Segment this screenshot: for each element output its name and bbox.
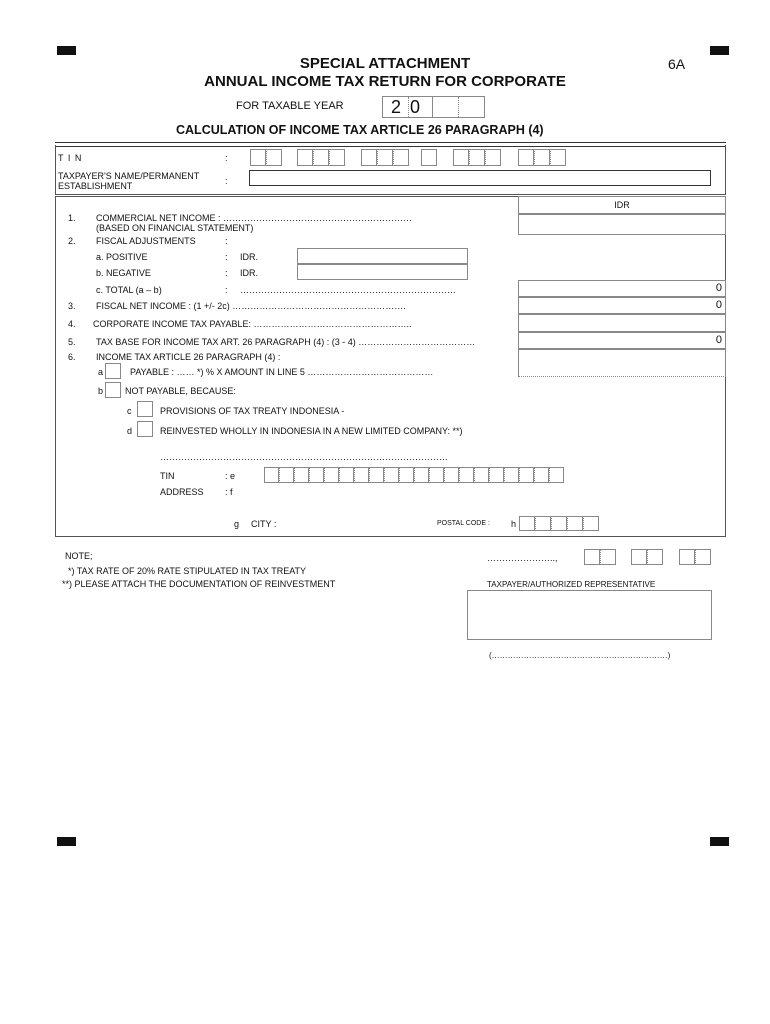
- postal-code-digit-cell[interactable]: [551, 516, 567, 531]
- date-digit-cell[interactable]: [679, 549, 695, 565]
- company-address-label: ADDRESS: [160, 487, 204, 497]
- option-b-letter: b: [98, 386, 104, 396]
- taxpayer-name-field[interactable]: [249, 170, 711, 186]
- line2c-colon: :: [225, 285, 228, 295]
- tin-digit-cell[interactable]: [550, 149, 566, 166]
- line1-amount-field[interactable]: [518, 214, 726, 235]
- postal-code-digit-cell[interactable]: [519, 516, 535, 531]
- date-digit-cell[interactable]: [631, 549, 647, 565]
- company-tin-digit-cell[interactable]: [549, 467, 564, 483]
- tin-label: T I N: [58, 153, 83, 163]
- line4-label: CORPORATE INCOME TAX PAYABLE: ……………………………………………..: [93, 319, 412, 329]
- city-label: CITY :: [251, 519, 277, 529]
- line2c-label: c. TOTAL (a – b): [96, 285, 162, 295]
- option-a-letter: a: [98, 367, 104, 377]
- positive-adjustment-field[interactable]: [297, 248, 468, 264]
- taxable-year-label: FOR TAXABLE YEAR: [236, 100, 344, 112]
- option-d-label: REINVESTED WHOLLY IN INDONESIA IN A NEW LIMITED COMPANY: **): [160, 426, 463, 436]
- signer-name-field[interactable]: (…………………………………………………………): [489, 651, 671, 660]
- form-title-line1: SPECIAL ATTACHMENT: [299, 55, 471, 72]
- option-c-checkbox[interactable]: [137, 401, 153, 417]
- postal-code-digit-cell[interactable]: [567, 516, 583, 531]
- line3-value: 0: [715, 299, 722, 311]
- line6-number: 6.: [68, 352, 76, 362]
- tin-digit-cell[interactable]: [297, 149, 313, 166]
- idr-column-header: IDR: [518, 196, 726, 214]
- postal-code-letter: h: [511, 519, 517, 529]
- line3-number: 3.: [68, 301, 76, 311]
- company-tin-digit-cell[interactable]: [294, 467, 309, 483]
- company-tin-digit-cell[interactable]: [264, 467, 279, 483]
- company-tin-label: TIN: [160, 471, 175, 481]
- company-tin-digit-cell[interactable]: [279, 467, 294, 483]
- company-tin-digit-cell[interactable]: [459, 467, 474, 483]
- company-tin-letter: : e: [225, 471, 236, 481]
- tin-digit-cell[interactable]: [361, 149, 377, 166]
- tin-digit-cell[interactable]: [453, 149, 469, 166]
- line2b-currency: IDR.: [240, 268, 258, 278]
- registration-mark-top-left: [57, 46, 76, 55]
- option-c-label: PROVISIONS OF TAX TREATY INDONESIA -: [160, 406, 345, 416]
- company-tin-digit-cell[interactable]: [474, 467, 489, 483]
- date-digit-cell[interactable]: [584, 549, 600, 565]
- negative-adjustment-field[interactable]: [297, 264, 468, 280]
- registration-mark-top-right: [710, 46, 729, 55]
- line2b-label: b. NEGATIVE: [96, 268, 151, 278]
- signature-box[interactable]: [467, 590, 712, 640]
- line5-amount-field[interactable]: [518, 332, 726, 349]
- option-a-label: PAYABLE : …… *) % X AMOUNT IN LINE 5 ……………………………………: [130, 367, 434, 377]
- tin-digit-cell[interactable]: [377, 149, 393, 166]
- tin-digit-cell[interactable]: [393, 149, 409, 166]
- option-b-label: NOT PAYABLE, BECAUSE:: [125, 386, 236, 396]
- line6-amount-field[interactable]: [518, 349, 726, 377]
- option-d-letter: d: [127, 426, 133, 436]
- company-tin-digit-cell[interactable]: [369, 467, 384, 483]
- company-tin-digit-cell[interactable]: [489, 467, 504, 483]
- postal-code-digit-cell[interactable]: [535, 516, 551, 531]
- tin-digit-cell[interactable]: [518, 149, 534, 166]
- line4-amount-field[interactable]: [518, 314, 726, 332]
- option-b-checkbox[interactable]: [105, 382, 121, 398]
- line2-colon: :: [225, 236, 228, 246]
- option-a-checkbox[interactable]: [105, 363, 121, 379]
- line2a-colon: :: [225, 252, 228, 262]
- name-label-line1: TAXPAYER'S NAME/PERMANENT: [58, 171, 200, 181]
- company-tin-digit-cell[interactable]: [339, 467, 354, 483]
- note-title: NOTE;: [65, 551, 93, 561]
- company-tin-digit-cell[interactable]: [504, 467, 519, 483]
- company-tin-digit-cell[interactable]: [399, 467, 414, 483]
- line5-label: TAX BASE FOR INCOME TAX ART. 26 PARAGRAPH (4) : (3 - 4) …………………………………: [96, 337, 476, 347]
- tin-digit-cell[interactable]: [250, 149, 266, 166]
- line2b-colon: :: [225, 268, 228, 278]
- year-digit-2: 0: [410, 97, 421, 117]
- form-code: 6A: [668, 56, 686, 72]
- tin-digit-cell[interactable]: [313, 149, 329, 166]
- line2c-amount-field[interactable]: [518, 280, 726, 297]
- reinvestment-name-dots: ……………………………………………………………………………………: [160, 452, 448, 462]
- company-tin-digit-cell[interactable]: [414, 467, 429, 483]
- section-title: CALCULATION OF INCOME TAX ARTICLE 26 PARAGRAPH (4): [176, 123, 544, 137]
- note-1: *) TAX RATE OF 20% RATE STIPULATED IN TAX TREATY: [68, 566, 307, 576]
- line2c-dots: ………………………………………………………………: [240, 285, 456, 295]
- option-d-checkbox[interactable]: [137, 421, 153, 437]
- line2a-currency: IDR.: [240, 252, 258, 262]
- registration-mark-bottom-right: [710, 837, 729, 846]
- line5-value: 0: [715, 334, 722, 346]
- company-tin-digit-cell[interactable]: [444, 467, 459, 483]
- company-tin-digit-cell[interactable]: [354, 467, 369, 483]
- date-digit-cell[interactable]: [647, 549, 663, 565]
- line3-amount-field[interactable]: [518, 297, 726, 314]
- signature-label: TAXPAYER/AUTHORIZED REPRESENTATIVE: [487, 580, 656, 589]
- city-letter: g: [234, 519, 240, 529]
- tin-digit-cell[interactable]: [485, 149, 501, 166]
- line2c-value: 0: [715, 282, 722, 294]
- note-2: **) PLEASE ATTACH THE DOCUMENTATION OF REINVESTMENT: [62, 579, 336, 589]
- tin-digit-cell[interactable]: [534, 149, 550, 166]
- line2-label: FISCAL ADJUSTMENTS: [96, 236, 196, 246]
- tin-colon: :: [225, 153, 228, 163]
- tin-digit-cell[interactable]: [469, 149, 485, 166]
- line5-number: 5.: [68, 337, 76, 347]
- date-digit-cell[interactable]: [600, 549, 616, 565]
- option-c-letter: c: [127, 406, 132, 416]
- company-tin-digit-cell[interactable]: [309, 467, 324, 483]
- line6-label: INCOME TAX ARTICLE 26 PARAGRAPH (4) :: [96, 352, 281, 362]
- registration-mark-bottom-left: [57, 837, 76, 846]
- taxable-year-field[interactable]: [382, 96, 485, 118]
- postal-code-digit-cell[interactable]: [583, 516, 599, 531]
- line2a-label: a. POSITIVE: [96, 252, 148, 262]
- tin-digit-cell[interactable]: [421, 149, 437, 166]
- line4-number: 4.: [68, 319, 76, 329]
- company-tin-digit-cell[interactable]: [324, 467, 339, 483]
- company-tin-digit-cell[interactable]: [534, 467, 549, 483]
- form-title-line2: ANNUAL INCOME TAX RETURN FOR CORPORATE: [204, 73, 566, 90]
- line1-sublabel: (BASED ON FINANCIAL STATEMENT): [96, 223, 254, 233]
- line2-number: 2.: [68, 236, 76, 246]
- line1-number: 1.: [68, 213, 76, 223]
- company-tin-digit-cell[interactable]: [384, 467, 399, 483]
- tin-digit-cell[interactable]: [329, 149, 345, 166]
- company-tin-digit-cell[interactable]: [429, 467, 444, 483]
- tin-digit-cell[interactable]: [266, 149, 282, 166]
- company-address-letter: : f: [225, 487, 233, 497]
- postal-code-label: POSTAL CODE :: [437, 520, 490, 527]
- date-digit-cell[interactable]: [695, 549, 711, 565]
- line1-label: COMMERCIAL NET INCOME : ………………………………………………………: [96, 213, 413, 223]
- year-digit-1: 2: [391, 97, 402, 117]
- company-tin-digit-cell[interactable]: [519, 467, 534, 483]
- name-label-line2: ESTABLISHMENT: [58, 181, 133, 191]
- name-colon: :: [225, 176, 228, 186]
- signing-place-field[interactable]: …………………..,: [487, 553, 558, 563]
- line3-label: FISCAL NET INCOME : (1 +/- 2c) ………………………………………………….: [96, 301, 406, 311]
